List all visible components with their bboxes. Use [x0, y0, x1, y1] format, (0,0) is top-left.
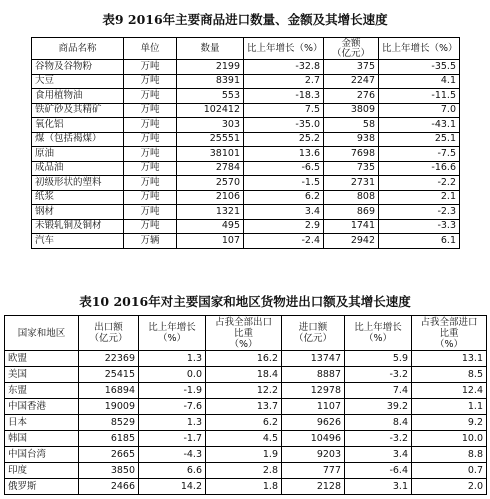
- table10-row: [5, 415, 487, 431]
- table10-body: [5, 351, 487, 495]
- data-cell: 12.4: [412, 383, 487, 399]
- data-cell: 6.6: [139, 463, 206, 479]
- data-cell: 1107: [282, 399, 345, 415]
- data-cell: 万辆: [124, 234, 177, 249]
- row-label-cell: 钢材: [32, 205, 124, 220]
- data-cell: 2247: [324, 74, 379, 89]
- data-cell: 808: [324, 190, 379, 205]
- table10-row: [5, 399, 487, 415]
- table10: [4, 315, 487, 495]
- data-cell: 万吨: [124, 132, 177, 147]
- data-cell: -1.9: [139, 383, 206, 399]
- data-cell: 1.9: [206, 447, 282, 463]
- data-cell: 1.1: [412, 399, 487, 415]
- row-label-cell: 原油: [32, 147, 124, 162]
- data-cell: 22369: [79, 351, 139, 367]
- row-label-cell: 日本: [5, 415, 79, 431]
- data-cell: 25.2: [244, 132, 324, 147]
- data-cell: 16894: [79, 383, 139, 399]
- data-cell: -7.6: [139, 399, 206, 415]
- row-label-cell: 未锻轧铜及铜材: [32, 219, 124, 234]
- data-cell: -3.3: [379, 219, 460, 234]
- data-cell: -3.2: [345, 367, 412, 383]
- data-cell: 万吨: [124, 89, 177, 104]
- data-cell: 万吨: [124, 219, 177, 234]
- data-cell: 9.2: [412, 415, 487, 431]
- data-cell: 万吨: [124, 205, 177, 220]
- data-cell: 10.0: [412, 431, 487, 447]
- data-cell: -2.3: [379, 205, 460, 220]
- row-label-cell: 中国香港: [5, 399, 79, 415]
- table9-title: 表9 2016年主要商品进口数量、金额及其增长速度: [102, 12, 388, 27]
- data-cell: 万吨: [124, 60, 177, 75]
- row-label-cell: 谷物及谷物粉: [32, 60, 124, 75]
- data-cell: 38101: [177, 147, 244, 162]
- data-cell: 7698: [324, 147, 379, 162]
- table9-header: 比上年增长（%）: [379, 38, 460, 60]
- data-cell: 8.4: [345, 415, 412, 431]
- data-cell: 2.0: [412, 479, 487, 495]
- data-cell: 万吨: [124, 161, 177, 176]
- data-cell: 万吨: [124, 190, 177, 205]
- data-cell: -11.5: [379, 89, 460, 104]
- data-cell: -32.8: [244, 60, 324, 75]
- data-cell: 12.2: [206, 383, 282, 399]
- table9-row: [32, 190, 460, 205]
- table10-header: 比上年增长 （%）: [139, 316, 206, 351]
- table9-row: [32, 118, 460, 133]
- data-cell: -18.3: [244, 89, 324, 104]
- row-label-cell: 食用植物油: [32, 89, 124, 104]
- data-cell: 10496: [282, 431, 345, 447]
- table9-row: [32, 176, 460, 191]
- data-cell: 869: [324, 205, 379, 220]
- data-cell: 25.1: [379, 132, 460, 147]
- data-cell: 2.7: [244, 74, 324, 89]
- data-cell: 3850: [79, 463, 139, 479]
- data-cell: 1.8: [206, 479, 282, 495]
- table10-row: [5, 463, 487, 479]
- row-label-cell: 中国台湾: [5, 447, 79, 463]
- data-cell: -2.4: [244, 234, 324, 249]
- data-cell: 102412: [177, 103, 244, 118]
- data-cell: -43.1: [379, 118, 460, 133]
- row-label-cell: 初级形状的塑料: [32, 176, 124, 191]
- data-cell: 1741: [324, 219, 379, 234]
- data-cell: 8887: [282, 367, 345, 383]
- table9-row: [32, 103, 460, 118]
- data-cell: 19009: [79, 399, 139, 415]
- data-cell: 4.1: [379, 74, 460, 89]
- data-cell: 3.4: [345, 447, 412, 463]
- table9: [31, 37, 460, 249]
- data-cell: 107: [177, 234, 244, 249]
- data-cell: 7.0: [379, 103, 460, 118]
- data-cell: 553: [177, 89, 244, 104]
- data-cell: 9626: [282, 415, 345, 431]
- data-cell: 25415: [79, 367, 139, 383]
- table10-title: 表10 2016年对主要国家和地区货物进出口额及其增长速度: [79, 294, 411, 309]
- data-cell: -6.5: [244, 161, 324, 176]
- data-cell: -6.4: [345, 463, 412, 479]
- row-label-cell: 印度: [5, 463, 79, 479]
- table9-row: [32, 234, 460, 249]
- table10-row: [5, 447, 487, 463]
- data-cell: 2.9: [244, 219, 324, 234]
- data-cell: 25551: [177, 132, 244, 147]
- data-cell: 276: [324, 89, 379, 104]
- data-cell: -1.7: [139, 431, 206, 447]
- data-cell: 735: [324, 161, 379, 176]
- row-label-cell: 美国: [5, 367, 79, 383]
- data-cell: 2199: [177, 60, 244, 75]
- data-cell: 39.2: [345, 399, 412, 415]
- data-cell: 3.4: [244, 205, 324, 220]
- data-cell: 13747: [282, 351, 345, 367]
- data-cell: 2731: [324, 176, 379, 191]
- table10-row: [5, 367, 487, 383]
- data-cell: -4.3: [139, 447, 206, 463]
- data-cell: 8529: [79, 415, 139, 431]
- data-cell: 4.5: [206, 431, 282, 447]
- table10-header: 出口额 （亿元）: [79, 316, 139, 351]
- table9-row: [32, 89, 460, 104]
- row-label-cell: 欧盟: [5, 351, 79, 367]
- data-cell: 3809: [324, 103, 379, 118]
- data-cell: -16.6: [379, 161, 460, 176]
- row-label-cell: 成品油: [32, 161, 124, 176]
- table9-row: [32, 74, 460, 89]
- data-cell: 2570: [177, 176, 244, 191]
- row-label-cell: 韩国: [5, 431, 79, 447]
- table9-header: 金额 （亿元）: [324, 38, 379, 60]
- data-cell: 1.3: [139, 351, 206, 367]
- data-cell: 13.6: [244, 147, 324, 162]
- data-cell: -7.5: [379, 147, 460, 162]
- data-cell: 13.7: [206, 399, 282, 415]
- row-label-cell: 铁矿砂及其精矿: [32, 103, 124, 118]
- data-cell: 16.2: [206, 351, 282, 367]
- row-label-cell: 东盟: [5, 383, 79, 399]
- data-cell: -1.5: [244, 176, 324, 191]
- data-cell: -3.2: [345, 431, 412, 447]
- table9-header: 单位: [124, 38, 177, 60]
- table9-header: 商品名称: [32, 38, 124, 60]
- data-cell: 8.5: [412, 367, 487, 383]
- data-cell: 2466: [79, 479, 139, 495]
- row-label-cell: 俄罗斯: [5, 479, 79, 495]
- row-label-cell: 汽车: [32, 234, 124, 249]
- data-cell: 7.4: [345, 383, 412, 399]
- table9-header: 数量: [177, 38, 244, 60]
- data-cell: 1.3: [139, 415, 206, 431]
- data-cell: 777: [282, 463, 345, 479]
- data-cell: 2665: [79, 447, 139, 463]
- data-cell: 375: [324, 60, 379, 75]
- table10-header: 进口额 （亿元）: [282, 316, 345, 351]
- data-cell: 14.2: [139, 479, 206, 495]
- row-label-cell: 煤（包括褐煤）: [32, 132, 124, 147]
- row-label-cell: 大豆: [32, 74, 124, 89]
- data-cell: 0.7: [412, 463, 487, 479]
- data-cell: 7.5: [244, 103, 324, 118]
- data-cell: 0.0: [139, 367, 206, 383]
- row-label-cell: 纸浆: [32, 190, 124, 205]
- data-cell: 6.2: [244, 190, 324, 205]
- data-cell: 5.9: [345, 351, 412, 367]
- data-cell: 495: [177, 219, 244, 234]
- data-cell: 3.1: [345, 479, 412, 495]
- data-cell: 万吨: [124, 74, 177, 89]
- data-cell: 万吨: [124, 147, 177, 162]
- data-cell: 58: [324, 118, 379, 133]
- table10-row: [5, 431, 487, 447]
- table9-header: 比上年增长（%）: [244, 38, 324, 60]
- table9-row: [32, 60, 460, 75]
- data-cell: 8.8: [412, 447, 487, 463]
- table10-header: 比上年增长 （%）: [345, 316, 412, 351]
- data-cell: 万吨: [124, 118, 177, 133]
- data-cell: 万吨: [124, 103, 177, 118]
- data-cell: 2128: [282, 479, 345, 495]
- data-cell: 18.4: [206, 367, 282, 383]
- table9-row: [32, 205, 460, 220]
- table9-body: [32, 60, 460, 249]
- table10-row: [5, 479, 487, 495]
- data-cell: 6185: [79, 431, 139, 447]
- data-cell: 2106: [177, 190, 244, 205]
- data-cell: -35.0: [244, 118, 324, 133]
- data-cell: 12978: [282, 383, 345, 399]
- data-cell: 8391: [177, 74, 244, 89]
- table10-header: 国家和地区: [5, 316, 79, 351]
- data-cell: 938: [324, 132, 379, 147]
- table10-row: [5, 351, 487, 367]
- table9-row: [32, 132, 460, 147]
- data-cell: -2.2: [379, 176, 460, 191]
- data-cell: 2942: [324, 234, 379, 249]
- table10-header: 占我全部进口 比重 （%）: [412, 316, 487, 351]
- data-cell: 13.1: [412, 351, 487, 367]
- data-cell: 6.2: [206, 415, 282, 431]
- data-cell: 2784: [177, 161, 244, 176]
- table9-row: [32, 147, 460, 162]
- data-cell: 万吨: [124, 176, 177, 191]
- data-cell: 2.1: [379, 190, 460, 205]
- data-cell: 9203: [282, 447, 345, 463]
- data-cell: 1321: [177, 205, 244, 220]
- data-cell: -35.5: [379, 60, 460, 75]
- table10-header: 占我全部出口 比重 （%）: [206, 316, 282, 351]
- data-cell: 6.1: [379, 234, 460, 249]
- data-cell: 2.8: [206, 463, 282, 479]
- table9-row: [32, 219, 460, 234]
- row-label-cell: 氧化铝: [32, 118, 124, 133]
- data-cell: 303: [177, 118, 244, 133]
- table10-row: [5, 383, 487, 399]
- table9-row: [32, 161, 460, 176]
